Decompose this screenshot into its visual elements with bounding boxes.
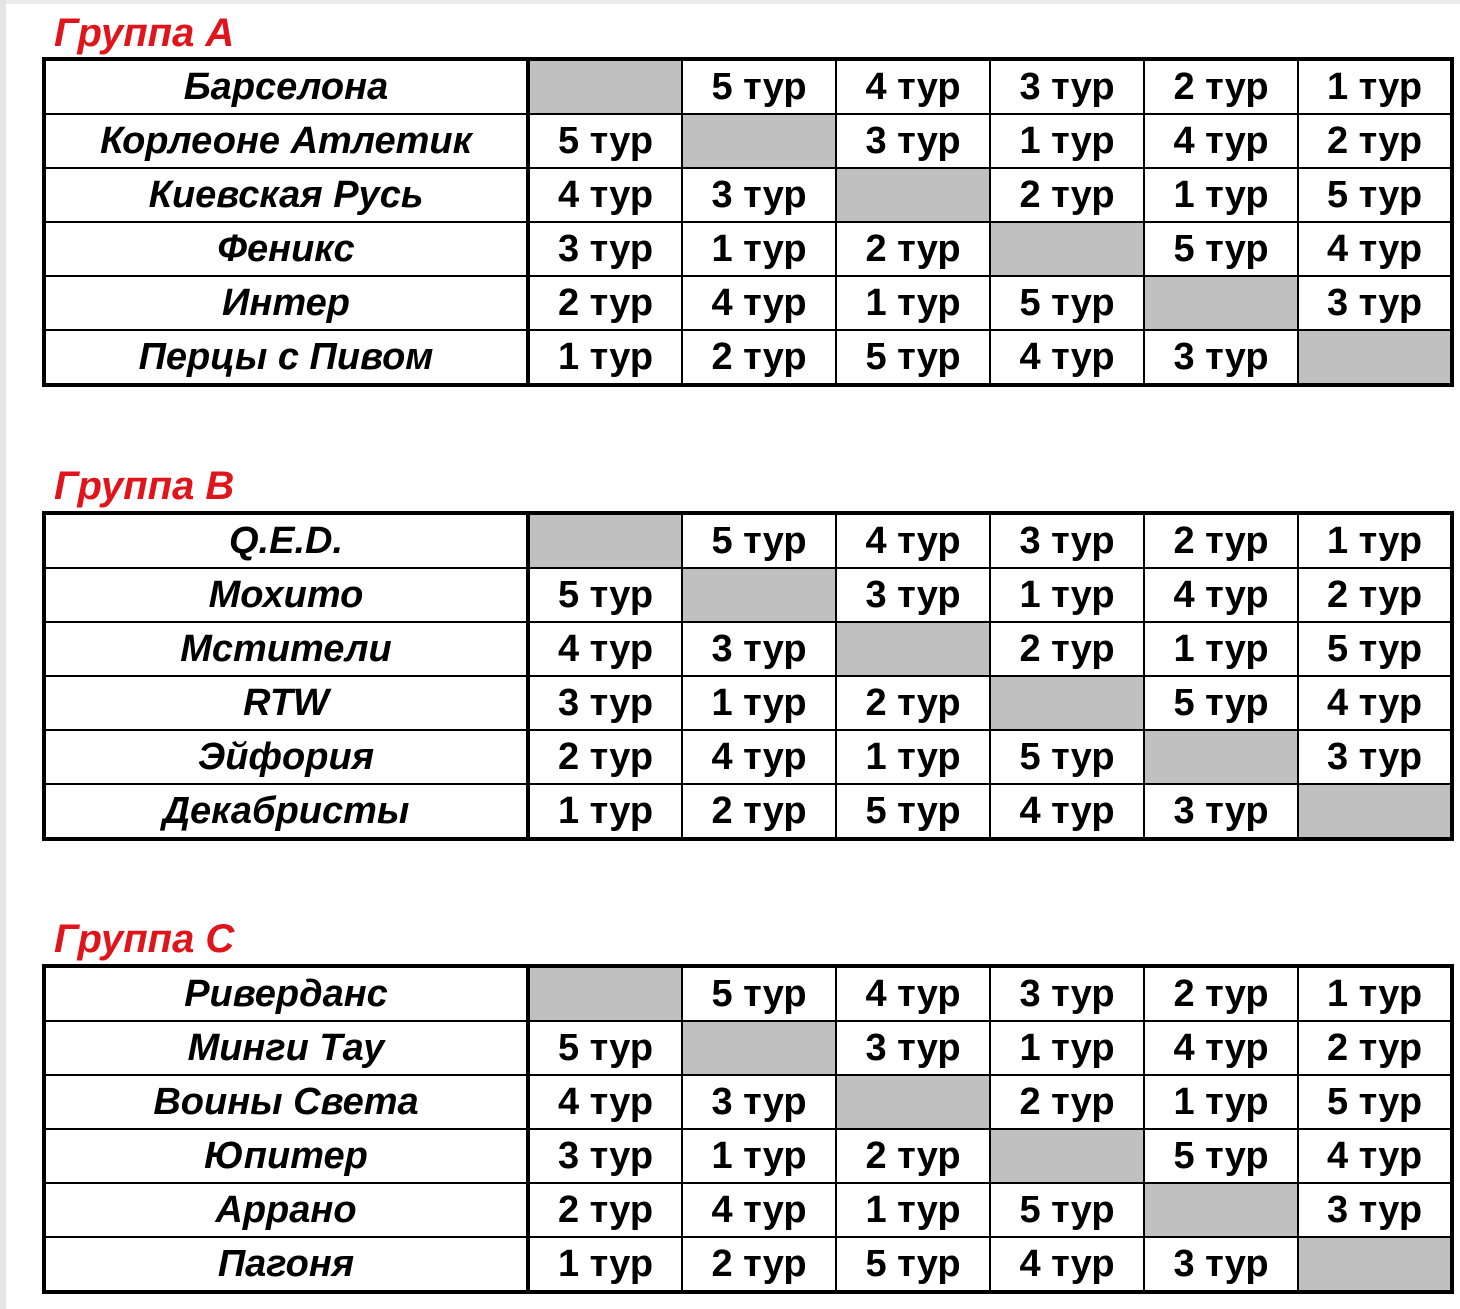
round-cell: 3 тур	[1298, 730, 1452, 784]
blank-self-match-cell	[990, 1129, 1144, 1183]
round-cell: 5 тур	[682, 59, 836, 114]
round-cell: 2 тур	[836, 1129, 990, 1183]
blank-self-match-cell	[1144, 276, 1298, 330]
round-cell: 4 тур	[528, 168, 682, 222]
round-cell: 3 тур	[682, 168, 836, 222]
round-cell: 5 тур	[1298, 1075, 1452, 1129]
round-cell: 5 тур	[990, 1183, 1144, 1237]
round-cell: 3 тур	[528, 1129, 682, 1183]
round-cell: 5 тур	[836, 1237, 990, 1292]
round-cell: 3 тур	[528, 222, 682, 276]
round-cell: 2 тур	[682, 330, 836, 385]
round-cell: 1 тур	[1144, 622, 1298, 676]
team-name-cell: Перцы с Пивом	[44, 330, 528, 385]
round-cell: 1 тур	[1298, 966, 1452, 1021]
round-cell: 2 тур	[1298, 1021, 1452, 1075]
round-cell: 4 тур	[1298, 222, 1452, 276]
table-row	[44, 1075, 1452, 1129]
blank-self-match-cell	[528, 966, 682, 1021]
round-cell: 5 тур	[1144, 222, 1298, 276]
round-cell: 1 тур	[1144, 1075, 1298, 1129]
team-name-cell: Риверданс	[44, 966, 528, 1021]
round-cell: 2 тур	[1144, 59, 1298, 114]
team-name-cell: Минги Тау	[44, 1021, 528, 1075]
round-cell: 3 тур	[1144, 1237, 1298, 1292]
team-name-cell: Корлеоне Атлетик	[44, 114, 528, 168]
round-cell: 5 тур	[682, 513, 836, 568]
team-name-cell: Юпитер	[44, 1129, 528, 1183]
table-row	[44, 513, 1452, 568]
round-cell: 2 тур	[1144, 513, 1298, 568]
team-name-cell: Интер	[44, 276, 528, 330]
blank-self-match-cell	[836, 622, 990, 676]
team-name-cell: Декабристы	[44, 784, 528, 839]
round-cell: 2 тур	[836, 222, 990, 276]
round-cell: 4 тур	[528, 1075, 682, 1129]
round-cell: 3 тур	[990, 513, 1144, 568]
round-cell: 2 тур	[1298, 114, 1452, 168]
blank-self-match-cell	[528, 59, 682, 114]
table-row	[44, 59, 1452, 114]
left-edge	[0, 0, 6, 1309]
team-name-cell: Феникс	[44, 222, 528, 276]
round-cell: 5 тур	[528, 1021, 682, 1075]
round-cell: 4 тур	[682, 730, 836, 784]
round-cell: 3 тур	[682, 622, 836, 676]
round-cell: 3 тур	[682, 1075, 836, 1129]
round-cell: 2 тур	[990, 622, 1144, 676]
table-row	[44, 1129, 1452, 1183]
round-cell: 2 тур	[528, 276, 682, 330]
blank-self-match-cell	[1298, 784, 1452, 839]
round-cell: 4 тур	[836, 513, 990, 568]
table-row	[44, 1237, 1452, 1292]
round-cell: 3 тур	[836, 1021, 990, 1075]
table-row	[44, 276, 1452, 330]
round-cell: 3 тур	[1298, 276, 1452, 330]
team-name-cell: Мохито	[44, 568, 528, 622]
round-cell: 1 тур	[682, 676, 836, 730]
round-cell: 3 тур	[1144, 330, 1298, 385]
round-cell: 5 тур	[682, 966, 836, 1021]
round-cell: 4 тур	[836, 966, 990, 1021]
blank-self-match-cell	[1144, 730, 1298, 784]
round-cell: 1 тур	[1144, 168, 1298, 222]
round-cell: 1 тур	[990, 1021, 1144, 1075]
group-a-title: Группа А	[54, 11, 235, 55]
blank-self-match-cell	[682, 1021, 836, 1075]
table-row	[44, 676, 1452, 730]
group-b-title: Группа В	[54, 464, 235, 508]
round-cell: 3 тур	[836, 568, 990, 622]
blank-self-match-cell	[1144, 1183, 1298, 1237]
round-cell: 3 тур	[990, 59, 1144, 114]
team-name-cell: Барселона	[44, 59, 528, 114]
team-name-cell: Киевская Русь	[44, 168, 528, 222]
round-cell: 1 тур	[836, 276, 990, 330]
blank-self-match-cell	[1298, 1237, 1452, 1292]
table-row	[44, 784, 1452, 839]
table-row	[44, 168, 1452, 222]
round-cell: 4 тур	[1144, 1021, 1298, 1075]
round-cell: 5 тур	[528, 568, 682, 622]
round-cell: 1 тур	[990, 114, 1144, 168]
round-cell: 1 тур	[1298, 59, 1452, 114]
round-cell: 5 тур	[836, 330, 990, 385]
round-cell: 2 тур	[528, 1183, 682, 1237]
team-name-cell: Пагоня	[44, 1237, 528, 1292]
round-cell: 1 тур	[528, 784, 682, 839]
round-cell: 3 тур	[1144, 784, 1298, 839]
round-cell: 3 тур	[990, 966, 1144, 1021]
round-cell: 2 тур	[836, 676, 990, 730]
round-cell: 5 тур	[1298, 622, 1452, 676]
round-cell: 2 тур	[990, 1075, 1144, 1129]
round-cell: 4 тур	[990, 1237, 1144, 1292]
round-cell: 2 тур	[528, 730, 682, 784]
round-cell: 1 тур	[528, 1237, 682, 1292]
round-cell: 4 тур	[1144, 114, 1298, 168]
team-name-cell: RTW	[44, 676, 528, 730]
round-cell: 1 тур	[836, 1183, 990, 1237]
round-cell: 4 тур	[1298, 1129, 1452, 1183]
round-cell: 5 тур	[1144, 676, 1298, 730]
blank-self-match-cell	[682, 114, 836, 168]
blank-self-match-cell	[682, 568, 836, 622]
round-cell: 4 тур	[1298, 676, 1452, 730]
round-cell: 5 тур	[1144, 1129, 1298, 1183]
round-cell: 4 тур	[1144, 568, 1298, 622]
blank-self-match-cell	[990, 676, 1144, 730]
blank-self-match-cell	[836, 1075, 990, 1129]
round-cell: 2 тур	[682, 784, 836, 839]
round-cell: 5 тур	[1298, 168, 1452, 222]
round-cell: 5 тур	[836, 784, 990, 839]
team-name-cell: Воины Света	[44, 1075, 528, 1129]
table-row	[44, 568, 1452, 622]
round-cell: 1 тур	[682, 1129, 836, 1183]
round-cell: 1 тур	[990, 568, 1144, 622]
round-cell: 1 тур	[1298, 513, 1452, 568]
round-cell: 1 тур	[528, 330, 682, 385]
round-cell: 5 тур	[528, 114, 682, 168]
blank-self-match-cell	[1298, 330, 1452, 385]
round-cell: 5 тур	[990, 730, 1144, 784]
blank-self-match-cell	[990, 222, 1144, 276]
group-c-title: Группа С	[54, 917, 235, 961]
round-cell: 3 тур	[528, 676, 682, 730]
table-row	[44, 1021, 1452, 1075]
round-cell: 2 тур	[682, 1237, 836, 1292]
round-cell: 4 тур	[682, 276, 836, 330]
round-cell: 4 тур	[990, 784, 1144, 839]
blank-self-match-cell	[836, 168, 990, 222]
round-cell: 5 тур	[990, 276, 1144, 330]
round-cell: 4 тур	[990, 330, 1144, 385]
round-cell: 1 тур	[682, 222, 836, 276]
table-row	[44, 330, 1452, 385]
table-row	[44, 1183, 1452, 1237]
top-edge	[0, 0, 1460, 4]
table-row	[44, 966, 1452, 1021]
round-cell: 4 тур	[528, 622, 682, 676]
round-cell: 1 тур	[836, 730, 990, 784]
round-cell: 3 тур	[836, 114, 990, 168]
team-name-cell: Аррано	[44, 1183, 528, 1237]
table-row	[44, 622, 1452, 676]
blank-self-match-cell	[528, 513, 682, 568]
round-cell: 2 тур	[1298, 568, 1452, 622]
table-row	[44, 730, 1452, 784]
round-cell: 3 тур	[1298, 1183, 1452, 1237]
table-row	[44, 114, 1452, 168]
round-cell: 4 тур	[836, 59, 990, 114]
group-c-table	[42, 964, 1454, 1294]
group-b-table	[42, 511, 1454, 841]
team-name-cell: Q.E.D.	[44, 513, 528, 568]
group-a-table	[42, 57, 1454, 387]
round-cell: 2 тур	[1144, 966, 1298, 1021]
round-cell: 2 тур	[990, 168, 1144, 222]
team-name-cell: Мстители	[44, 622, 528, 676]
table-row	[44, 222, 1452, 276]
round-cell: 4 тур	[682, 1183, 836, 1237]
team-name-cell: Эйфория	[44, 730, 528, 784]
